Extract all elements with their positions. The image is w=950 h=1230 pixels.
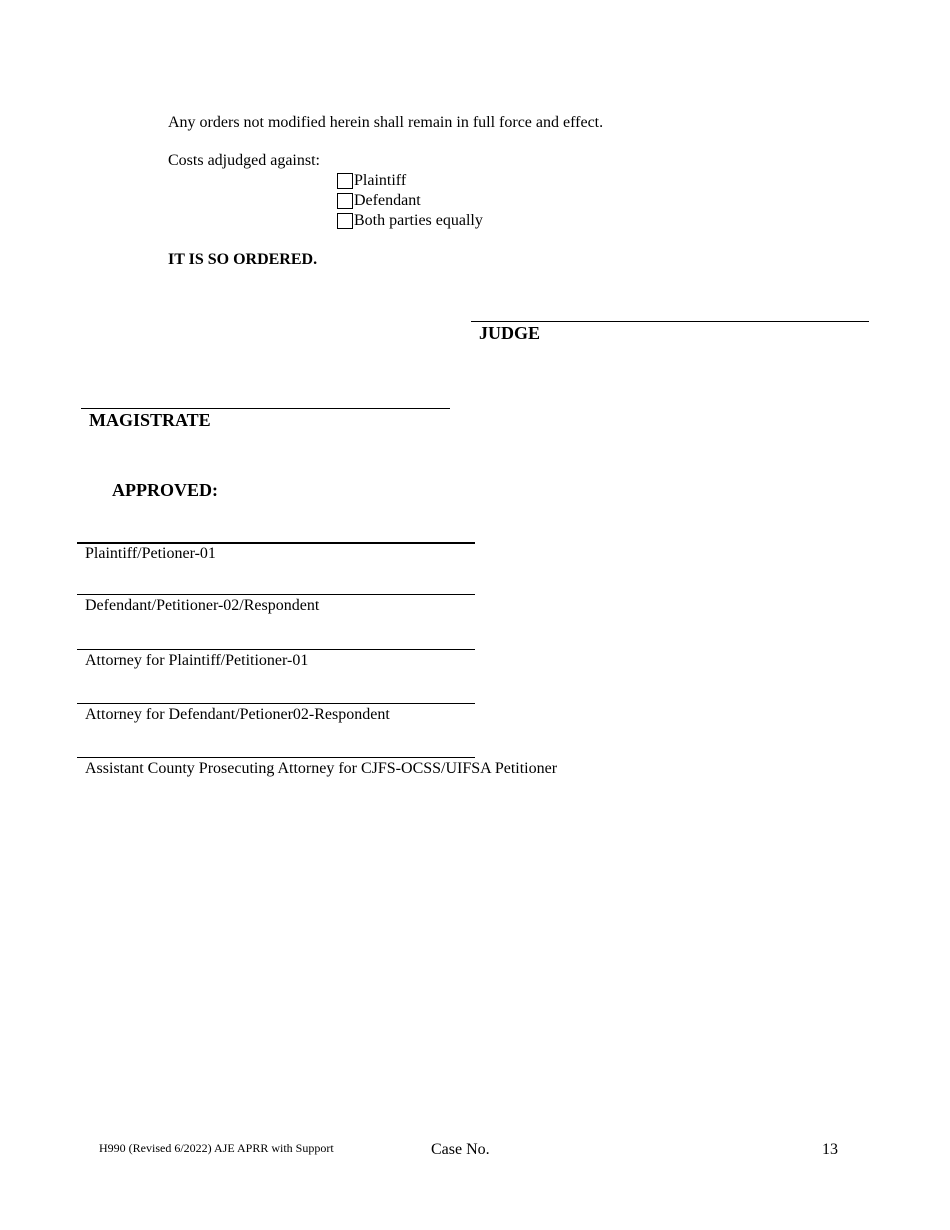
plaintiff-attorney-signature-label: Attorney for Plaintiff/Petitioner-01 (85, 652, 309, 669)
judge-label: JUDGE (479, 323, 541, 343)
prosecuting-attorney-signature-label: Assistant County Prosecuting Attorney for CJFS-OCSS/UIFSA Petitioner (85, 760, 558, 777)
cost-option-plaintiff[interactable] (337, 171, 406, 191)
plaintiff-signature-label: Plaintiff/Petioner-01 (85, 545, 216, 562)
defendant-signature-label: Defendant/Petitioner-02/Respondent (85, 597, 320, 614)
defendant-option-label: Defendant (354, 192, 421, 209)
plaintiff-option-label: Plaintiff (354, 172, 407, 189)
plaintiff-checkbox[interactable] (337, 173, 353, 189)
both-parties-option-label: Both parties equally (354, 212, 483, 229)
cost-option-both-parties[interactable] (337, 211, 483, 231)
case-number-label: Case No. (431, 1141, 490, 1158)
prosecuting-attorney-signature-line (77, 757, 475, 758)
costs-adjudged-label: Costs adjudged against: (168, 152, 320, 169)
defendant-signature-line (77, 594, 475, 595)
form-identifier: H990 (Revised 6/2022) AJE APRR with Support (99, 1141, 334, 1155)
plaintiff-attorney-signature-line (77, 649, 475, 650)
approved-label: APPROVED: (112, 480, 218, 500)
so-ordered-statement: IT IS SO ORDERED. (168, 251, 318, 268)
magistrate-label: MAGISTRATE (89, 410, 211, 430)
defendant-attorney-signature-label: Attorney for Defendant/Petioner02-Respondent (85, 706, 390, 723)
defendant-attorney-signature-line (77, 703, 475, 704)
cost-option-defendant[interactable] (337, 191, 421, 211)
full-force-statement: Any orders not modified herein shall remain in full force and effect. (168, 114, 604, 131)
page-number: 13 (822, 1141, 838, 1158)
both-parties-checkbox[interactable] (337, 213, 353, 229)
defendant-checkbox[interactable] (337, 193, 353, 209)
